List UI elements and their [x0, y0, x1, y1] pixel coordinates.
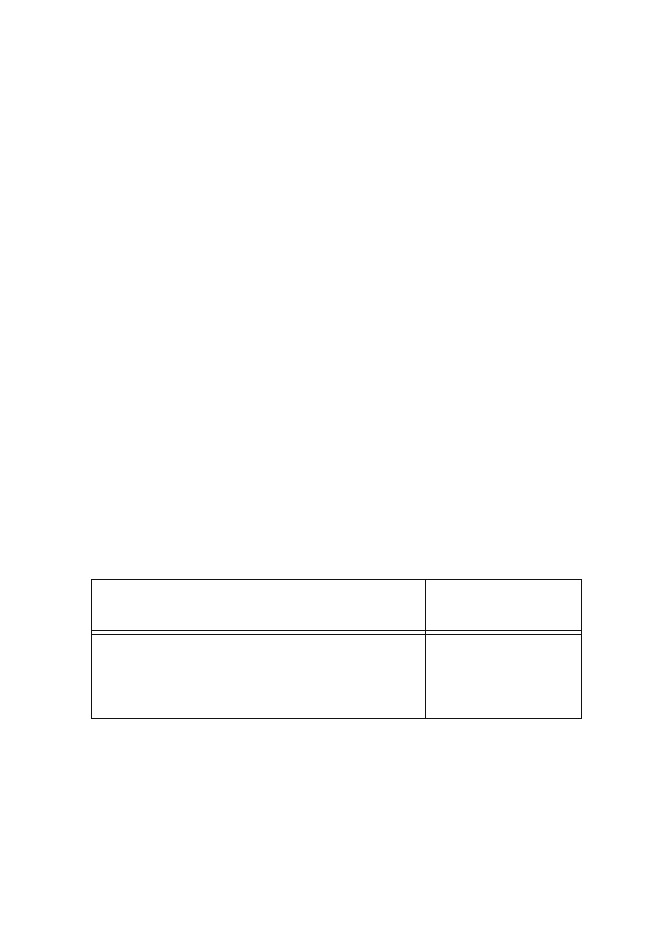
table-divider	[92, 634, 581, 635]
temperature-table	[91, 579, 582, 719]
table-divider	[425, 580, 426, 718]
column-header-part	[92, 580, 425, 630]
table-divider	[92, 630, 581, 631]
